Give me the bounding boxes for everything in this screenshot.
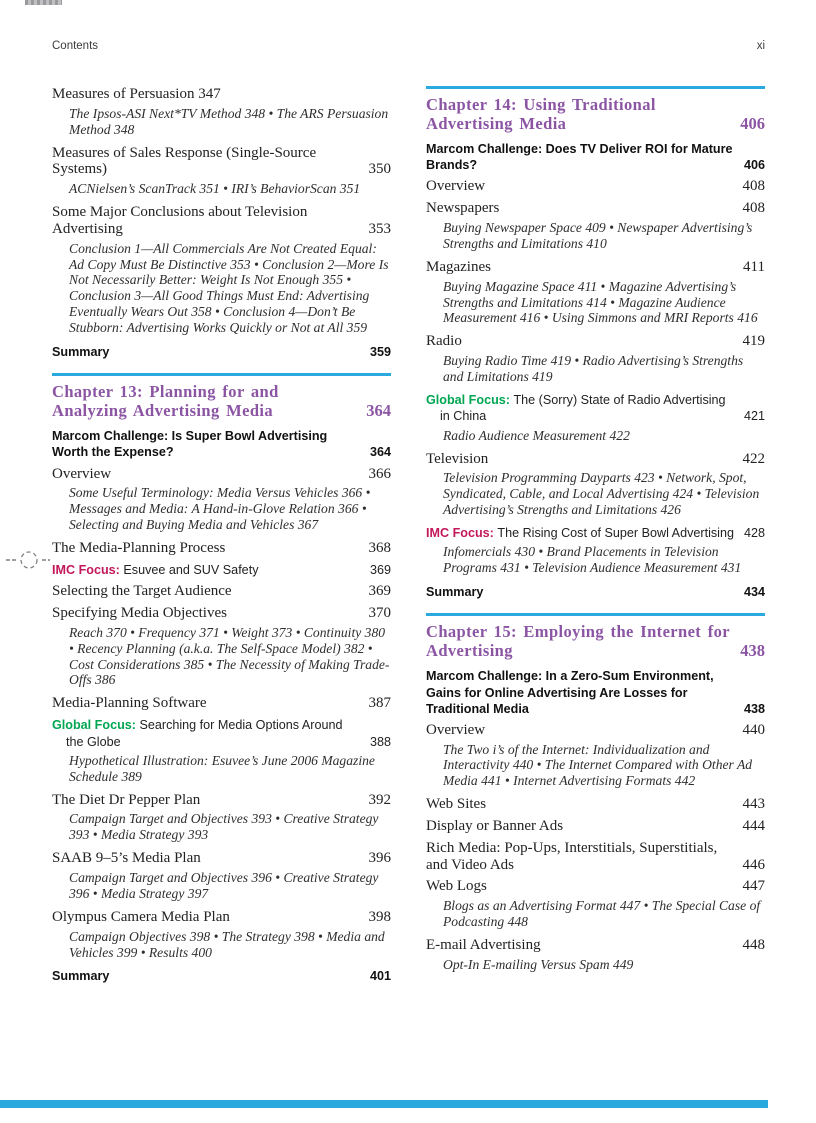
toc-page-number: 419 xyxy=(742,333,765,350)
imc-focus-label: IMC Focus: xyxy=(52,562,124,577)
toc-page-number: 368 xyxy=(368,540,391,557)
toc-page-number: 440 xyxy=(742,721,765,738)
toc-entry-label: Rich Media: Pop-Ups, Interstitials, Superstitials, and Video Ads xyxy=(426,839,718,873)
toc-subentry: The Ipsos-ASI Next*TV Method 348 • The ARS Persuasion Method 348 xyxy=(69,105,389,137)
toc-subentry: Reach 370 • Frequency 371 • Weight 373 • Continuity 380 • Recency Planning (a.k.a. The Self-Space Model) 382 • Cost Considerations 385 • The Necessity of Making Trade-Offs 386 xyxy=(69,624,390,688)
toc-entry-label: Overview xyxy=(426,721,486,738)
toc-page-number: 406 xyxy=(743,158,765,173)
toc-subentry: Campaign Target and Objectives 396 • Creative Strategy 396 • Media Strategy 397 xyxy=(69,870,379,901)
toc-subentry: Radio Audience Measurement 422 xyxy=(443,427,630,443)
toc-entry xyxy=(426,200,765,217)
toc-bold-entry xyxy=(426,584,765,600)
toc-page-number: 444 xyxy=(742,818,765,835)
toc-subentry: Infomercials 430 • Brand Placements in Television Programs 431 • Television Audience Measurement 431 xyxy=(443,544,742,576)
toc-entry-label: The Diet Dr Pepper Plan xyxy=(52,791,201,808)
toc-chapter-heading xyxy=(426,613,765,660)
toc-page-number: 364 xyxy=(369,445,391,460)
toc-subentry: Buying Magazine Space 411 • Magazine Advertising’s Strengths and Limitations 414 • Magazine Audience Measurement 416 • Using Simmons and MRI Reports 416 xyxy=(443,278,758,326)
toc-entry xyxy=(426,178,765,195)
toc-page-number: 369 xyxy=(369,562,391,577)
toc-entry xyxy=(426,796,765,813)
toc-bold-entry xyxy=(52,968,391,984)
folio-page-number: xi xyxy=(756,40,765,52)
toc-entry-label: IMC Focus: The Rising Cost of Super Bowl Advertising xyxy=(426,525,734,540)
toc-entry-label: Selecting the Target Audience xyxy=(52,583,232,600)
toc-page-number: 387 xyxy=(368,695,391,712)
toc-chapter-heading xyxy=(52,373,391,420)
toc-entry xyxy=(426,259,765,276)
toc-column-right xyxy=(426,84,765,985)
toc-subentry: Some Useful Terminology: Media Versus Vehicles 366 • Messages and Media: A Hand-in-Glove Relation 366 • Selecting and Buying Media and Vehicles 367 xyxy=(69,485,371,533)
toc-page-number: 388 xyxy=(369,734,391,749)
toc-entry-label: IMC Focus: Esuvee and SUV Safety xyxy=(52,562,259,577)
toc-page-number: 369 xyxy=(368,583,391,600)
toc-page-number: 366 xyxy=(368,465,391,482)
chapter-rule xyxy=(426,86,765,89)
toc-page-number: 401 xyxy=(369,969,391,984)
toc-page-number: 398 xyxy=(368,908,391,925)
chapter-rule xyxy=(426,613,765,616)
toc-entry xyxy=(52,605,391,622)
toc-entry xyxy=(426,722,765,739)
toc-page-number: 428 xyxy=(743,525,765,540)
toc-subentry: Buying Newspaper Space 409 • Newspaper Advertising’s Strengths and Limitations 410 xyxy=(443,220,753,251)
toc-entry-label: Newspapers xyxy=(426,200,500,217)
toc-page-number: 434 xyxy=(743,585,765,600)
toc-entry-label: E-mail Advertising xyxy=(426,937,541,954)
toc-page-number: 421 xyxy=(743,409,765,424)
toc-entry-label: Radio xyxy=(426,333,462,350)
registration-mark-icon xyxy=(6,546,50,579)
toc-focus-entry xyxy=(52,717,391,750)
toc-page-number: 443 xyxy=(742,796,765,813)
toc-page-number: 396 xyxy=(368,850,391,867)
toc-focus-entry xyxy=(426,525,765,541)
toc-entry-label: Global Focus: Searching for Media Options Around the Globe xyxy=(52,718,343,749)
toc-entry-label: Specifying Media Objectives xyxy=(52,605,227,621)
toc-entry-label: Measures of Sales Response (Single-Source Systems) xyxy=(52,144,317,178)
toc-subentry: Campaign Objectives 398 • The Strategy 398 • Media and Vehicles 399 • Results 400 xyxy=(69,928,385,960)
toc-entry xyxy=(52,540,391,557)
toc-page-number: 350 xyxy=(368,161,391,178)
toc-entry-label: The Media-Planning Process xyxy=(52,540,226,557)
global-focus-label: Global Focus: xyxy=(426,392,514,407)
toc-page-number: 408 xyxy=(742,200,765,217)
toc-bold-entry xyxy=(426,141,765,173)
toc-entry xyxy=(426,818,765,835)
toc-entry-label: Overview xyxy=(426,178,486,195)
running-head: Contents xyxy=(52,40,99,52)
toc-entry-label: Marcom Challenge: In a Zero-Sum Environment, Gains for Online Advertising Are Losses for Traditional Media xyxy=(426,669,714,716)
toc-subentry: Conclusion 1—All Commercials Are Not Created Equal: Ad Copy Must Be Distinctive 353 • Conclusion 2—More Is Not Necessarily Better: Weight Is Not Enough 355 • Conclusion 3—All Good Things Must End: Advertising Eventually Wears Out 358 • Conclusion 4—Don’t Be Stubborn: Advertising Works Quickly or Not at All 359 xyxy=(69,240,389,336)
toc-entry xyxy=(52,909,391,926)
toc-entry-label: Global Focus: The (Sorry) State of Radio Advertising in China xyxy=(426,392,726,424)
toc-page-number: 438 xyxy=(740,641,765,661)
toc-entry-label: Overview xyxy=(52,465,112,482)
toc-subentry: Hypothetical Illustration: Esuvee’s June 2006 Magazine Schedule 389 xyxy=(69,752,375,784)
toc-entry-label: Measures of Persuasion 347 xyxy=(52,86,221,102)
toc-subentry: ACNielsen’s ScanTrack 351 • IRI’s BehaviorScan 351 xyxy=(69,181,361,197)
toc-bold-entry xyxy=(52,428,391,460)
toc-subentry: Campaign Target and Objectives 393 • Creative Strategy 393 • Media Strategy 393 xyxy=(69,811,379,843)
toc-entry xyxy=(52,792,391,809)
toc-entry-label: Media-Planning Software xyxy=(52,695,207,712)
toc-column-left xyxy=(52,84,391,985)
toc-page-number: 438 xyxy=(743,701,765,716)
toc-entry xyxy=(426,333,765,350)
toc-entry xyxy=(52,204,391,238)
page-edge-tab xyxy=(25,0,62,5)
toc-page-number: 406 xyxy=(740,114,765,134)
toc-entry-label: Marcom Challenge: Does TV Deliver ROI for Mature Brands? xyxy=(426,142,733,173)
toc-entry xyxy=(52,850,391,867)
toc-entry xyxy=(52,145,391,179)
toc-bold-entry xyxy=(426,668,765,716)
toc-entry-label: Marcom Challenge: Is Super Bowl Advertising Worth the Expense? xyxy=(52,429,328,460)
bottom-rule xyxy=(0,1100,768,1108)
toc-entry-label: Olympus Camera Media Plan xyxy=(52,908,230,925)
toc-page-number: 448 xyxy=(742,937,765,954)
chapter-rule xyxy=(52,373,391,376)
toc-entry-label: SAAB 9–5’s Media Plan xyxy=(52,850,201,867)
toc-subentry: The Two i’s of the Internet: Individualization and Interactivity 440 • The Internet Compared with Other Ad Media 441 • Internet Advertising Formats 442 xyxy=(443,741,753,789)
chapter-title: Chapter 13: Planning for and Analyzing Advertising Media xyxy=(52,382,279,421)
toc-entry-label: Web Sites xyxy=(426,796,487,813)
imc-focus-label: IMC Focus: xyxy=(426,525,498,540)
toc-entry-label: Magazines xyxy=(426,258,491,275)
toc-entry-label: Television xyxy=(426,450,489,467)
toc-page-number: 364 xyxy=(366,401,391,421)
global-focus-label: Global Focus: xyxy=(52,718,140,733)
toc-entry-label: Display or Banner Ads xyxy=(426,818,564,835)
toc-subentry: Television Programming Dayparts 423 • Network, Spot, Syndicated, Cable, and Local Advertising 424 • Television Advertising’s Strengths and Limitations 426 xyxy=(443,470,760,518)
toc-entry-label: Summary xyxy=(52,345,110,359)
toc-entry xyxy=(52,466,391,483)
toc-entry xyxy=(426,937,765,954)
toc-focus-entry xyxy=(52,562,391,578)
toc-entry-label: Summary xyxy=(426,585,484,600)
toc-page-number: 446 xyxy=(742,856,765,873)
toc-entry xyxy=(426,840,765,874)
toc-chapter-heading xyxy=(426,86,765,133)
toc-entry xyxy=(52,86,391,103)
toc-entry-label: Web Logs xyxy=(426,878,487,895)
toc-page-number: 447 xyxy=(742,878,765,895)
toc-entry xyxy=(426,878,765,895)
toc-entry xyxy=(52,695,391,712)
toc-page-number: 353 xyxy=(368,220,391,237)
toc-columns xyxy=(52,84,765,985)
toc-page-number: 422 xyxy=(742,450,765,467)
chapter-title: Chapter 14: Using Traditional Advertising Media xyxy=(426,95,656,134)
chapter-title: Chapter 15: Employing the Internet for Advertising xyxy=(426,622,730,661)
toc-entry-label: Summary xyxy=(52,969,110,984)
toc-entry-label: Some Major Conclusions about Television Advertising xyxy=(52,204,308,237)
toc-page-number: 408 xyxy=(742,178,765,195)
page-header xyxy=(52,40,765,52)
toc-entry xyxy=(426,451,765,468)
toc-entry xyxy=(52,583,391,600)
toc-page-number: 411 xyxy=(743,258,765,275)
toc-page-number: 359 xyxy=(369,345,391,359)
toc-bold-entry xyxy=(52,344,391,360)
toc-subentry: Buying Radio Time 419 • Radio Advertising’s Strengths and Limitations 419 xyxy=(443,353,744,384)
toc-page-number: 370 xyxy=(368,605,391,621)
toc-focus-entry xyxy=(426,392,765,425)
toc-page-number: 392 xyxy=(368,791,391,808)
toc-subentry: Opt-In E-mailing Versus Spam 449 xyxy=(443,956,634,972)
toc-subentry: Blogs as an Advertising Format 447 • The Special Case of Podcasting 448 xyxy=(443,898,761,930)
